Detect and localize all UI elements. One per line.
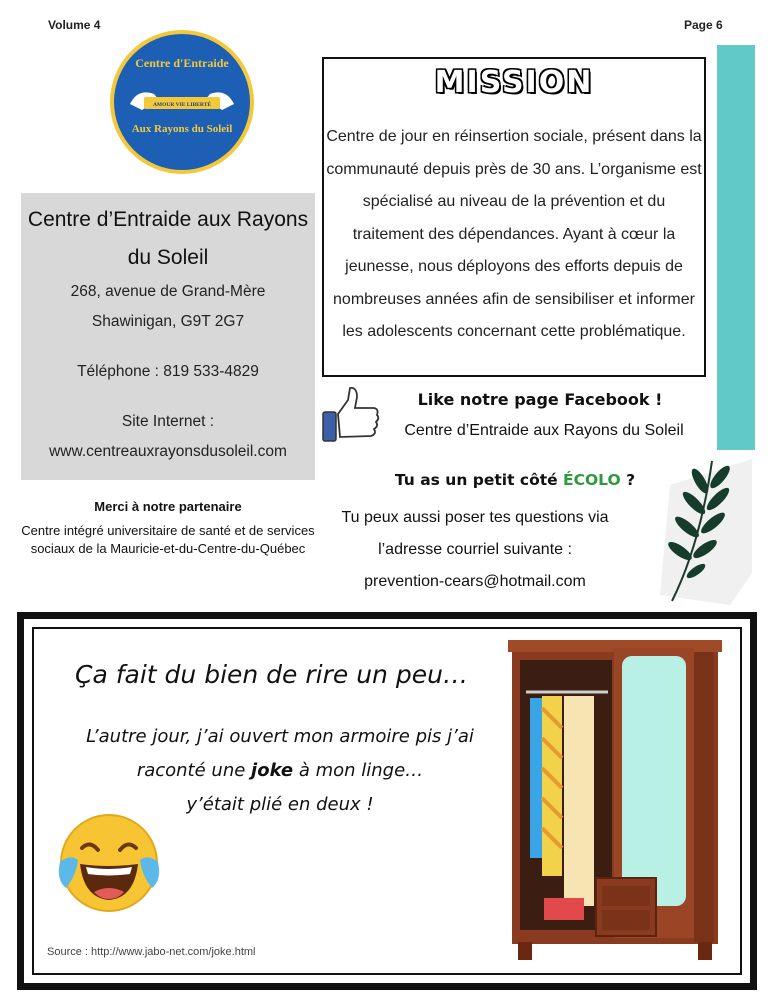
joke-line-2: [60, 754, 500, 788]
joke-line-3: y’était plié en deux !: [186, 794, 374, 815]
address-line-2: Shawinigan, G9T 2G7: [91, 313, 245, 330]
eco-title: [340, 471, 690, 489]
laughing-emoji-icon: [56, 810, 162, 916]
mission-box: [322, 57, 706, 377]
volume-label: Volume 4: [48, 18, 101, 32]
email-link[interactable]: prevention-cears@hotmail.com: [364, 573, 586, 590]
eco-text: Tu peux aussi poser tes questions via l’adresse courriel suivante :: [341, 509, 609, 558]
mission-text: Centre de jour en réinsertion sociale, présent dans la communauté depuis près de 30 ans. L’organisme est spécialisé au niveau de la prévention et du traitement des dépendances. Ayant à cœur la jeunesse, nous déployons des efforts depuis de nombreuses années afin de sensibiliser et informer les adolescents concernant cette problématique.: [326, 128, 702, 340]
partner-text: Centre intégré universitaire de santé et de services sociaux de la Mauricie-et-du-Centre-du-Québec: [21, 523, 315, 556]
joke-line-1: L’autre jour, j’ai ouvert mon armoire pis j’ai: [86, 726, 474, 747]
logo-top-text: Centre d'Entraide: [135, 56, 229, 70]
joke-line-2-start: raconté une: [136, 760, 252, 781]
phone-number: Téléphone : 819 533-4829: [77, 363, 259, 380]
website-label: Site Internet :: [121, 413, 215, 430]
thumbs-up-icon: [320, 384, 382, 446]
facebook-title: Like notre page Facebook !: [417, 390, 663, 409]
page-number: Page 6: [684, 18, 723, 32]
contact-box: [21, 193, 315, 480]
logo-bottom-text: Aux Rayons du Soleil: [131, 123, 233, 135]
joke-title: Ça fait du bien de rire un peu…: [75, 660, 468, 689]
teal-accent-bar: [717, 45, 755, 450]
website-link[interactable]: www.centreauxrayonsdusoleil.com: [49, 443, 287, 460]
facebook-page-link[interactable]: Centre d’Entraide aux Rayons du Soleil: [404, 422, 684, 439]
mission-title: MISSION: [434, 65, 594, 100]
wardrobe-illustration: [508, 638, 726, 968]
eco-highlight: ÉCOLO: [563, 471, 621, 489]
partner-title: Merci à notre partenaire: [94, 499, 242, 514]
source-credit: Source : http://www.jabo-net.com/joke.html: [47, 946, 256, 958]
joke-text: [60, 720, 500, 822]
organization-name: Centre d’Entraide aux Rayons du Soleil: [27, 208, 309, 269]
logo: [108, 28, 256, 176]
address-line-1: 268, avenue de Grand-Mère: [70, 283, 266, 300]
eco-title-end: ?: [620, 471, 636, 489]
logo-ribbon-text: AMOUR VIE LIBERTÉ: [152, 102, 212, 108]
eco-title-text: Tu as un petit côté: [394, 471, 564, 489]
joke-line-2-end: à mon linge…: [293, 760, 424, 781]
eco-text-block: [330, 502, 620, 598]
joke-word: joke: [251, 760, 294, 781]
